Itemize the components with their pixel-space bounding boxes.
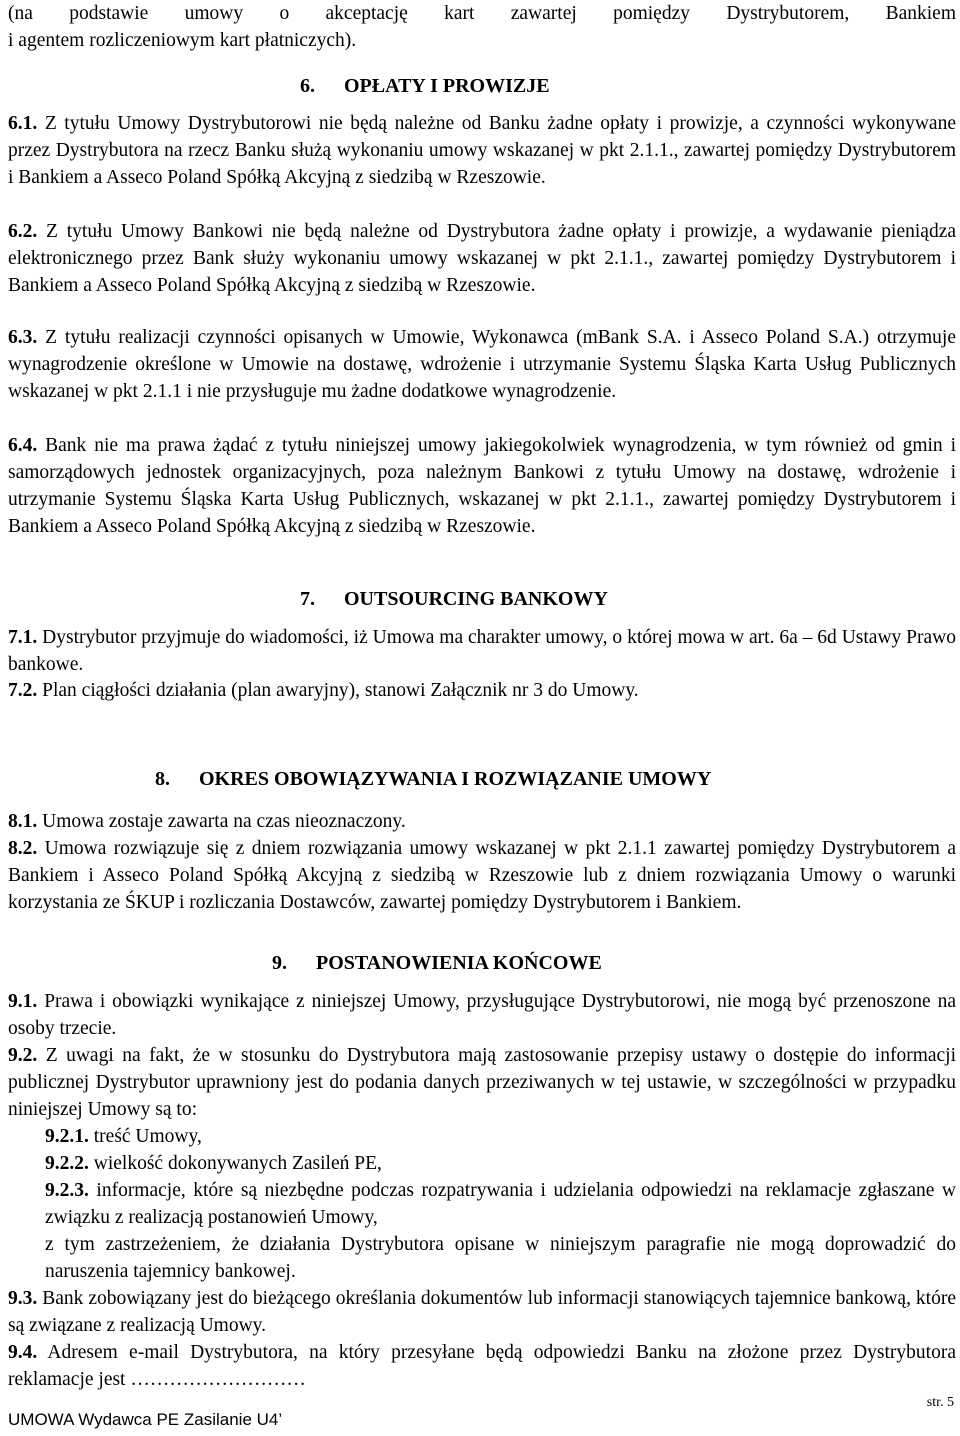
clause-7-2 <box>8 677 956 704</box>
section-number: 6. <box>300 75 315 97</box>
subclause-text: wielkość dokonywanych Zasileń PE, <box>93 1153 382 1174</box>
clause-9-4 <box>8 1339 956 1393</box>
subclause-number: 9.2.2. <box>45 1153 89 1174</box>
clause-6-3 <box>8 324 956 405</box>
clause-text: Z uwagi na fakt, że w stosunku do Dystrybutora mają zastosowanie przepisy ustawy o dostępie do informacji publicznej Dystrybutor uprawniony jest do podania danych przeziwanych w tej ustawie, w szczególności w przypadku niniejszej Umowy są to: <box>8 1045 957 1120</box>
clause-7-1 <box>8 624 956 678</box>
page-number: str. 5 <box>926 1395 954 1410</box>
clause-text: Z tytułu Umowy Bankowi nie będą należne od Dystrybutora żadne opłaty i prowizje, a wydawanie pieniądza elektronicznego przez Bank służy wykonaniu umowy wskazanej w pkt 2.1.1., zawartej pomiędzy Dystrybutorem i Bankiem a Asseco Poland Spółką Akcyjną z siedzibą w Rzeszowie. <box>8 221 957 296</box>
clause-number: 9.2. <box>8 1045 38 1066</box>
subclause-9-2-1 <box>45 1123 956 1150</box>
section-6-heading <box>300 75 550 98</box>
clause-text: Umowa rozwiązuje się z dniem rozwiązania umowy wskazanej w pkt 2.1.1 zawartej pomiędzy Dystrybutorem a Bankiem i Asseco Poland Spółką Akcyjną z siedzibą w Rzeszowie lub z dniem rozwiązania Umowy o warunki korzystania ze ŚKUP i rozliczania Dostawców, zawartej pomiędzy Dystrybutorem i Bankiem. <box>8 838 957 913</box>
intro-paragraph <box>8 0 956 54</box>
clause-9-1 <box>8 988 956 1042</box>
clause-9-2-tail: z tym zastrzeżeniem, że działania Dystrybutora opisane w niniejszym paragrafie nie mogą doprowadzić do naruszenia tajemnicy bankowej. <box>45 1234 956 1282</box>
clause-text: Z tytułu realizacji czynności opisanych w Umowie, Wykonawca (mBank S.A. i Asseco Poland S.A.) otrzymuje wynagrodzenie określone w Umowie na dostawę, wdrożenie i utrzymanie Systemu Śląska Karta Usług Publicznych wskazanej w pkt 2.1.1 i nie przysługuje mu żadne dodatkowe wynagrodzenie. <box>8 327 956 402</box>
subclause-number: 9.2.1. <box>45 1126 89 1147</box>
clause-number: 8.1. <box>8 811 38 832</box>
clause-number: 6.1. <box>8 113 38 134</box>
footer-document-name: UMOWA Wydawca PE Zasilanie U4’ <box>8 1410 283 1429</box>
subclause-text: informacje, które są niezbędne podczas rozpatrywania i udzielania odpowiedzi na reklamacje zgłaszane w związku z realizacją postanowień Umowy, <box>45 1180 956 1228</box>
section-number: 8. <box>155 768 170 790</box>
subclause-9-2-2 <box>45 1150 956 1177</box>
clause-text: Plan ciągłości działania (plan awaryjny), stanowi Załącznik nr 3 do Umowy. <box>42 680 639 701</box>
clause-6-1 <box>8 110 956 191</box>
clause-9-3 <box>8 1285 956 1339</box>
section-7-heading <box>300 588 608 611</box>
clause-text: Adresem e-mail Dystrybutora, na który przesyłane będą odpowiedzi Banku na złożone przez Dystrybutora reklamacje jest ……………………… <box>8 1342 956 1390</box>
clause-text: Bank nie ma prawa żądać z tytułu niniejszej umowy jakiegokolwiek wynagrodzenia, w tym również od gmin i samorządowych jednostek organizacyjnych, poza należnym Bankowi z tytułu Umowy na dostawę, wdrożenie i utrzymanie Systemu Śląska Karta Usług Publicznych, wskazanej w pkt 2.1.1., zawartej pomiędzy Dystrybutorem i Bankiem a Asseco Poland Spółką Akcyjną z siedzibą w Rzeszowie. <box>8 435 956 537</box>
clause-number: 8.2. <box>8 838 38 859</box>
clause-number: 9.1. <box>8 991 38 1012</box>
section-9-heading <box>272 952 602 975</box>
clause-8-2 <box>8 835 956 916</box>
intro-line-1: (na podstawie umowy o akceptację kart zawartej pomiędzy Dystrybutorem, Bankiem <box>8 3 956 24</box>
clause-number: 6.4. <box>8 435 38 456</box>
section-number: 7. <box>300 588 315 610</box>
clause-number: 6.2. <box>8 221 38 242</box>
section-title: OUTSOURCING BANKOWY <box>344 588 608 610</box>
section-title: POSTANOWIENIA KOŃCOWE <box>316 952 602 974</box>
intro-line-2: i agentem rozliczeniowym kart płatniczych). <box>8 30 357 51</box>
clause-text: Bank zobowiązany jest do bieżącego określania dokumentów lub informacji stanowiących tajemnice bankową, które są związane z realizacją Umowy. <box>8 1288 957 1336</box>
clause-6-2 <box>8 218 956 299</box>
section-title: OPŁATY I PROWIZJE <box>344 75 550 97</box>
clause-6-4 <box>8 432 956 540</box>
clause-number: 7.1. <box>8 627 38 648</box>
clause-number: 9.4. <box>8 1342 38 1363</box>
subclause-text: treść Umowy, <box>93 1126 202 1147</box>
clause-text: Prawa i obowiązki wynikające z niniejszej Umowy, przysługujące Dystrybutorowi, nie mogą być przenoszone na osoby trzecie. <box>8 991 957 1039</box>
clause-number: 6.3. <box>8 327 38 348</box>
clause-text: Dystrybutor przyjmuje do wiadomości, iż Umowa ma charakter umowy, o której mowa w art. 6a – 6d Ustawy Prawo bankowe. <box>8 627 956 675</box>
section-8-heading <box>155 768 711 791</box>
section-title: OKRES OBOWIĄZYWANIA I ROZWIĄZANIE UMOWY <box>199 768 712 790</box>
clause-text: Z tytułu Umowy Dystrybutorowi nie będą należne od Banku żadne opłaty i prowizje, a czynności wykonywane przez Dystrybutora na rzecz Banku służą wykonaniu umowy wskazanej w pkt 2.1.1., zawartej pomiędzy Dystrybutorem i Bankiem a Asseco Poland Spółką Akcyjną z siedzibą w Rzeszowie. <box>8 113 956 188</box>
subclause-number: 9.2.3. <box>45 1180 89 1201</box>
subclause-9-2-3 <box>45 1177 956 1231</box>
clause-number: 9.3. <box>8 1288 38 1309</box>
clause-9-2 <box>8 1042 956 1123</box>
clause-number: 7.2. <box>8 680 38 701</box>
clause-8-1 <box>8 808 956 835</box>
section-number: 9. <box>272 952 287 974</box>
clause-text: Umowa zostaje zawarta na czas nieoznaczony. <box>42 811 406 832</box>
